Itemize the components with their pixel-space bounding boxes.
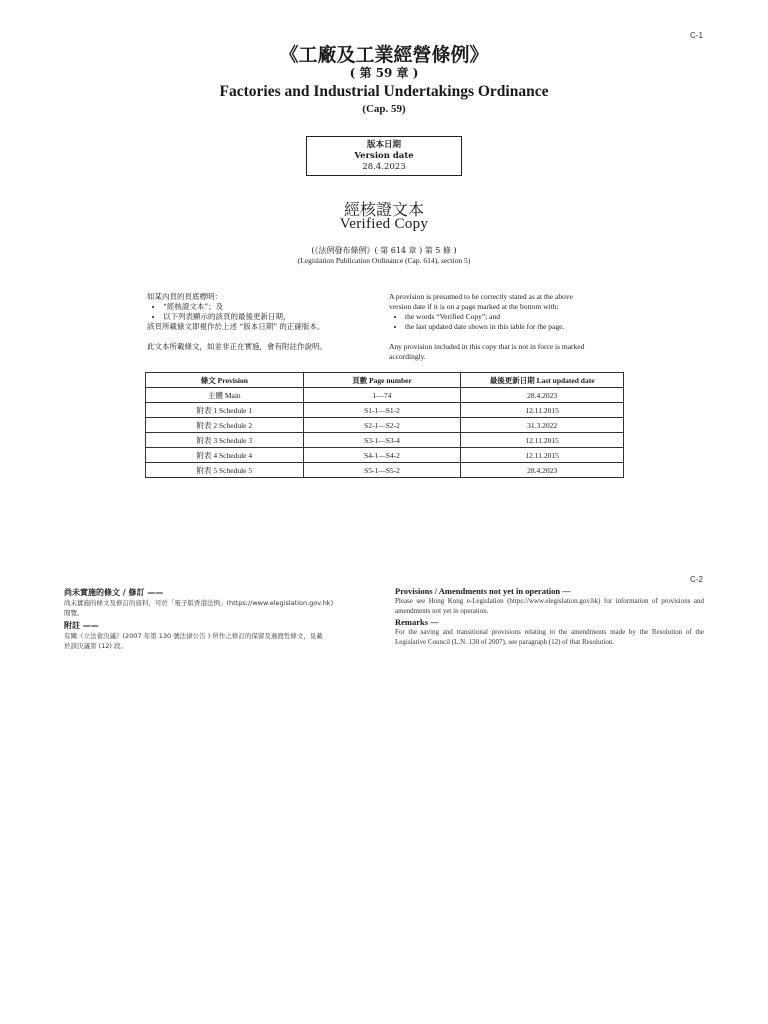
page-code-bottom: C-2 (690, 575, 703, 584)
cell-date: 12.11.2015 (461, 433, 624, 448)
title-english: Factories and Industrial Undertakings Ordinance (219, 83, 549, 100)
cell-pages: S4-1—S4-2 (303, 448, 461, 463)
cell-provision: 附表 3 Schedule 3 (146, 433, 304, 448)
table-row (146, 463, 624, 478)
cell-pages: S3-1—S3-4 (303, 433, 461, 448)
note-en-list (389, 312, 629, 332)
cell-date: 28.4.2023 (461, 463, 624, 478)
remark-zh-heading: 尚未實施的條文 / 修訂 —— (64, 588, 164, 597)
note-en-intro-line: version date if it is on a page marked at the bottom with: (389, 302, 559, 311)
remark-en-body: Please see Hong Kong e-Legislation (https://www.elegislation.gov.hk) for information of provisions and amendments not yet in operation. (395, 597, 704, 615)
provision-table (145, 372, 624, 478)
note-en-intro-line: A provision is presumed to be correctly stated as at the above (389, 292, 573, 301)
cell-provision: 附表 1 Schedule 1 (146, 403, 304, 418)
table-row (146, 433, 624, 448)
cell-pages: 1—74 (303, 388, 461, 403)
table-row (146, 418, 624, 433)
table-row (146, 388, 624, 403)
note-zh-force: 此文本所載條文，如並非正在實施，會有附註作說明。 (147, 342, 327, 351)
verified-copy-en: Verified Copy (339, 216, 429, 232)
verified-copy-zh: 經核證文本 (343, 200, 424, 219)
version-date-box (306, 136, 462, 176)
remark-en-body: For the saving and transitional provisions relating to the amendments made by the Resolution of the Legislative Council (L.N. 130 of 2007), see paragraph (12) of that Resolution. (395, 628, 704, 646)
header-page-number: 頁數 Page number (303, 373, 461, 388)
header-last-updated: 最後更新日期 Last updated date (461, 373, 624, 388)
remarks-english (395, 586, 704, 647)
cell-provision: 附表 5 Schedule 5 (146, 463, 304, 478)
remark-zh-body-line: 於該決議第 (12) 段。 (64, 642, 127, 650)
remark-en-heading: Remarks — (395, 617, 439, 627)
remark-zh-body-line: 尚未實施的條文及修訂的資料，可於「電子版香港法例」(https://www.elegislation.gov.hk) (64, 599, 334, 607)
note-en-force-line: accordingly. (389, 352, 426, 361)
version-label-zh: 版本日期 (366, 140, 401, 150)
notes-english (389, 292, 629, 362)
note-zh-list (147, 302, 377, 322)
remark-zh-heading: 附註 —— (64, 621, 99, 630)
remarks-chinese (64, 587, 382, 651)
table-row (146, 403, 624, 418)
table-row (146, 448, 624, 463)
cell-pages: S5-1—S5-2 (303, 463, 461, 478)
cell-date: 31.3.2022 (461, 418, 624, 433)
note-en-bullet: • the words “Verified Copy”; and (405, 312, 629, 322)
note-zh-bullet: • “經核證文本”；及 (163, 302, 377, 312)
cell-pages: S2-1—S2-2 (303, 418, 461, 433)
cell-provision: 主體 Main (146, 388, 304, 403)
remark-zh-body-line: 有關《立法會決議》(2007 年第 130 號法律公告 ) 所作之修訂的保留及過渡性條文，見載 (64, 632, 323, 640)
cell-date: 12.11.2015 (461, 403, 624, 418)
remark-zh-body-line: 閱覽。 (64, 609, 84, 617)
legislation-reference-en: (Legislation Publication Ordinance (Cap. 614), section 5) (297, 256, 471, 265)
note-en-force-line: Any provision included in this copy that is not in force is marked (389, 342, 585, 351)
cell-pages: S1-1—S1-2 (303, 403, 461, 418)
header-provision: 條文 Provision (146, 373, 304, 388)
note-en-bullet: • the last updated date shown in this table for the page. (405, 322, 629, 332)
chapter-english: (Cap. 59) (362, 103, 406, 115)
notes-chinese (147, 292, 377, 352)
title-chinese: 《工廠及工業經營條例》 (279, 44, 489, 66)
page-code-top: C-1 (690, 31, 703, 40)
note-zh-intro: 如某內頁的頁底標明： (147, 292, 222, 301)
table-header-row (146, 373, 624, 388)
chapter-chinese: ( 第 59 章 ) (349, 66, 419, 80)
cell-provision: 附表 4 Schedule 4 (146, 448, 304, 463)
cell-date: 28.4.2023 (461, 388, 624, 403)
note-zh-bullet: • 以下列表顯示的該頁的最後更新日期， (163, 312, 377, 322)
version-date-value: 28.4.2023 (362, 162, 406, 172)
remark-en-heading: Provisions / Amendments not yet in operation — (395, 586, 571, 596)
note-zh-conclusion: 該頁所載條文即視作於上述 “版本日期” 的正確版本。 (147, 322, 325, 331)
version-label-en: Version date (354, 151, 414, 161)
legislation-reference-zh: (《法例發布條例》( 第 614 章 ) 第 5 條 ) (311, 246, 457, 255)
cell-date: 12.11.2015 (461, 448, 624, 463)
cell-provision: 附表 2 Schedule 2 (146, 418, 304, 433)
